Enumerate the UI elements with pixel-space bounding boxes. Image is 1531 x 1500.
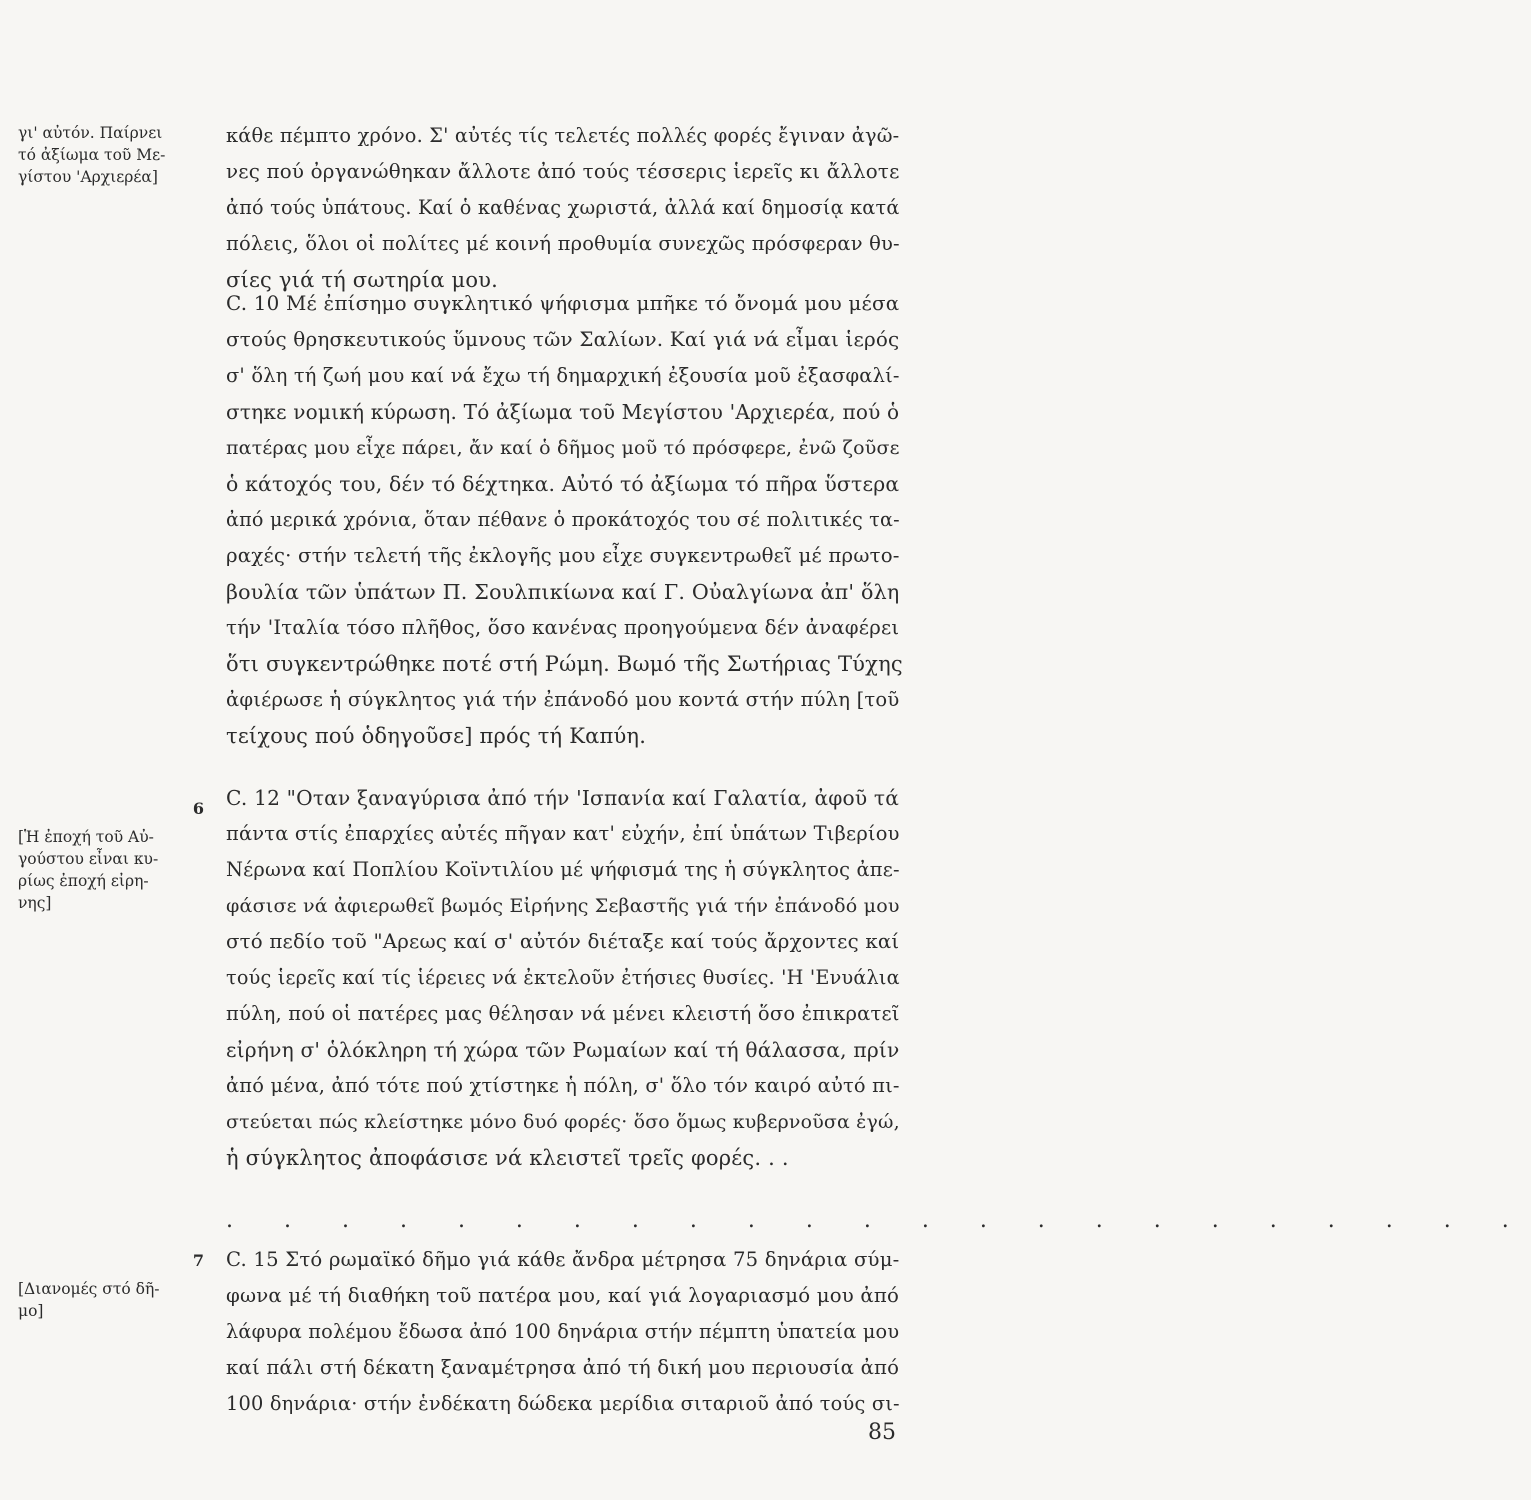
- text-line: πατέρας μου εἶχε πάρει, ἄν καί ὁ δῆμος μοῦ τό πρόσφερε, ἐνῶ ζοῦσε: [226, 437, 900, 459]
- margin-note-line: [Διανομές στό δῆ-: [18, 1280, 160, 1298]
- text-line: τήν 'Ιταλία τόσο πλῆθος, ὅσο κανένας προηγούμενα δέν ἀναφέρει: [226, 616, 900, 639]
- text-line: εἰρήνη σ' ὁλόκληρη τή χώρα τῶν Ρωμαίων καί τή θάλασσα, πρίν: [226, 1038, 900, 1062]
- text-block-4: [226, 1242, 906, 1422]
- text-line: φάσισε νά ἀφιερωθεῖ βωμός Εἰρήνης Σεβαστῆς γιά τήν ἐπάνοδό μου: [226, 895, 900, 917]
- text-line: στεύεται πώς κλείστηκε μόνο δυό φορές· ὅσο ὅμως κυβερνοῦσα ἐγώ,: [226, 1111, 900, 1133]
- margin-note-2: [18, 798, 208, 914]
- text-line: ἀπό μένα, ἀπό τότε πού χτίστηκε ἡ πόλη, σ' ὅλο τόν καιρό αὐτό πι-: [226, 1074, 900, 1097]
- text-line: στό πεδίο τοῦ "Αρεως καί σ' αὐτόν διέταξε καί τούς ἄρχοντες καί: [226, 930, 900, 953]
- text-line: τείχους πού ὁδηγοῦσε] πρός τή Καπύη.: [226, 724, 647, 748]
- margin-note-line: τό ἀξίωμα τοῦ Με-: [18, 146, 166, 164]
- margin-note-line: νης]: [18, 894, 52, 912]
- text-line: ἀπό μερικά χρόνια, ὅταν πέθανε ὁ προκάτοχός του σέ πολιτικές τα-: [226, 508, 900, 531]
- text-line: πάντα στίς ἐπαρχίες αὐτές πῆγαν κατ' εὐχήν, ἐπί ὑπάτων Τιβερίου: [226, 822, 900, 845]
- text-line: Νέρωνα καί Ποπλίου Κοϊντιλίου μέ ψήφισμά της ἡ σύγκλητος ἀπε-: [226, 858, 900, 881]
- text-line: κάθε πέμπτο χρόνο. Σ' αὐτές τίς τελετές πολλές φορές ἔγιναν ἀγῶ-: [226, 124, 900, 147]
- text-block-3: [226, 780, 906, 1176]
- text-line: βουλία τῶν ὑπάτων Π. Σουλπικίωνα καί Γ. Οὐαλγίωνα ἀπ' ὅλη: [226, 580, 900, 604]
- section-number: 6: [192, 799, 204, 818]
- margin-note-line: γούστου εἶναι κυ-: [18, 850, 159, 868]
- text-line: πύλη, πού οἱ πατέρες μας θέλησαν νά μένει κλειστή ὅσο ἐπικρατεῖ: [226, 1002, 900, 1025]
- text-line: σίες γιά τή σωτηρία μου.: [226, 268, 499, 292]
- margin-note-line: γίστου 'Αρχιερέα]: [18, 168, 158, 186]
- text-line: πόλεις, ὅλοι οἱ πολίτες μέ κοινή προθυμία συνεχῶς πρόσφεραν θυ-: [226, 232, 900, 255]
- text-line: ραχές· στήν τελετή τῆς ἐκλογῆς μου εἶχε συγκεντρωθεῖ μέ πρωτο-: [226, 544, 900, 567]
- margin-note-line: [Ἡ ἐποχή τοῦ Αὐ-: [18, 828, 154, 846]
- text-line: στούς θρησκευτικούς ὕμνους τῶν Σαλίων. Καί γιά νά εἶμαι ἱερός: [226, 328, 900, 351]
- text-line: σ' ὅλη τή ζωή μου καί νά ἔχω τή δημαρχική ἐξουσία μοῦ ἐξασφαλί-: [226, 364, 900, 387]
- section-number: 7: [192, 1251, 204, 1270]
- text-line: ἀπό τούς ὑπάτους. Καί ὁ καθένας χωριστά, ἀλλά καί δημοσίᾳ κατά: [226, 196, 900, 219]
- text-line: ἡ σύγκλητος ἀποφάσισε νά κλειστεῖ τρεῖς φορές. . .: [226, 1146, 789, 1170]
- text-line: καί πάλι στή δέκατη ξαναμέτρησα ἀπό τή δική μου περιουσία ἀπό: [226, 1356, 900, 1379]
- margin-note-1: [18, 122, 208, 188]
- text-block-1: [226, 118, 906, 298]
- text-block-2: [226, 286, 906, 754]
- text-line: ὁ κάτοχός του, δέν τό δέχτηκα. Αὐτό τό ἀξίωμα τό πῆρα ὕστερα: [226, 472, 900, 496]
- text-line: 100 δηνάρια· στήν ἑνδέκατη δώδεκα μερίδια σιταριοῦ ἀπό τούς σι-: [226, 1392, 900, 1415]
- margin-note-line: γι' αὐτόν. Παίρνει: [18, 124, 163, 142]
- text-line: C. 10 Μέ ἐπίσημο συγκλητικό ψήφισμα μπῆκε τό ὄνομά μου μέσα: [226, 292, 900, 315]
- text-line: λάφυρα πολέμου ἔδωσα ἀπό 100 δηνάρια στήν πέμπτη ὑπατεία μου: [226, 1320, 900, 1343]
- text-line: ἀφιέρωσε ἡ σύγκλητος γιά τήν ἐπάνοδό μου κοντά στήν πύλη [τοῦ: [226, 688, 900, 711]
- margin-note-line: μο]: [18, 1302, 44, 1320]
- text-line: τούς ἱερεῖς καί τίς ἱέρειες νά ἐκτελοῦν ἐτήσιες θυσίες. 'Η 'Ενυάλια: [226, 966, 900, 989]
- margin-note-3: [18, 1250, 208, 1322]
- text-line: ὅτι συγκεντρώθηκε ποτέ στή Ρώμη. Βωμό τῆς Σωτήριας Τύχης: [226, 652, 903, 676]
- text-line: C. 12 "Οταν ξαναγύρισα ἀπό τήν 'Ισπανία καί Γαλατία, ἀφοῦ τά: [226, 786, 900, 810]
- text-line: C. 15 Στό ρωμαϊκό δῆμο γιά κάθε ἄνδρα μέτρησα 75 δηνάρια σύμ-: [226, 1248, 900, 1271]
- text-line: νες πού ὀργανώθηκαν ἄλλοτε ἀπό τούς τέσσερις ἱερεῖς κι ἄλλοτε: [226, 160, 900, 183]
- page-number: 85: [868, 1420, 896, 1445]
- text-line: στηκε νομική κύρωση. Τό ἀξίωμα τοῦ Μεγίστου 'Αρχιερέα, πού ὁ: [226, 400, 900, 424]
- margin-note-line: ρίως ἐποχή εἰρη-: [18, 872, 149, 890]
- ellipsis-dots: . . . . . . . . . . . . . . . . . . . . . . .: [226, 1208, 1531, 1233]
- text-line: φωνα μέ τή διαθήκη τοῦ πατέρα μου, καί γιά λογαριασμό μου ἀπό: [226, 1284, 900, 1307]
